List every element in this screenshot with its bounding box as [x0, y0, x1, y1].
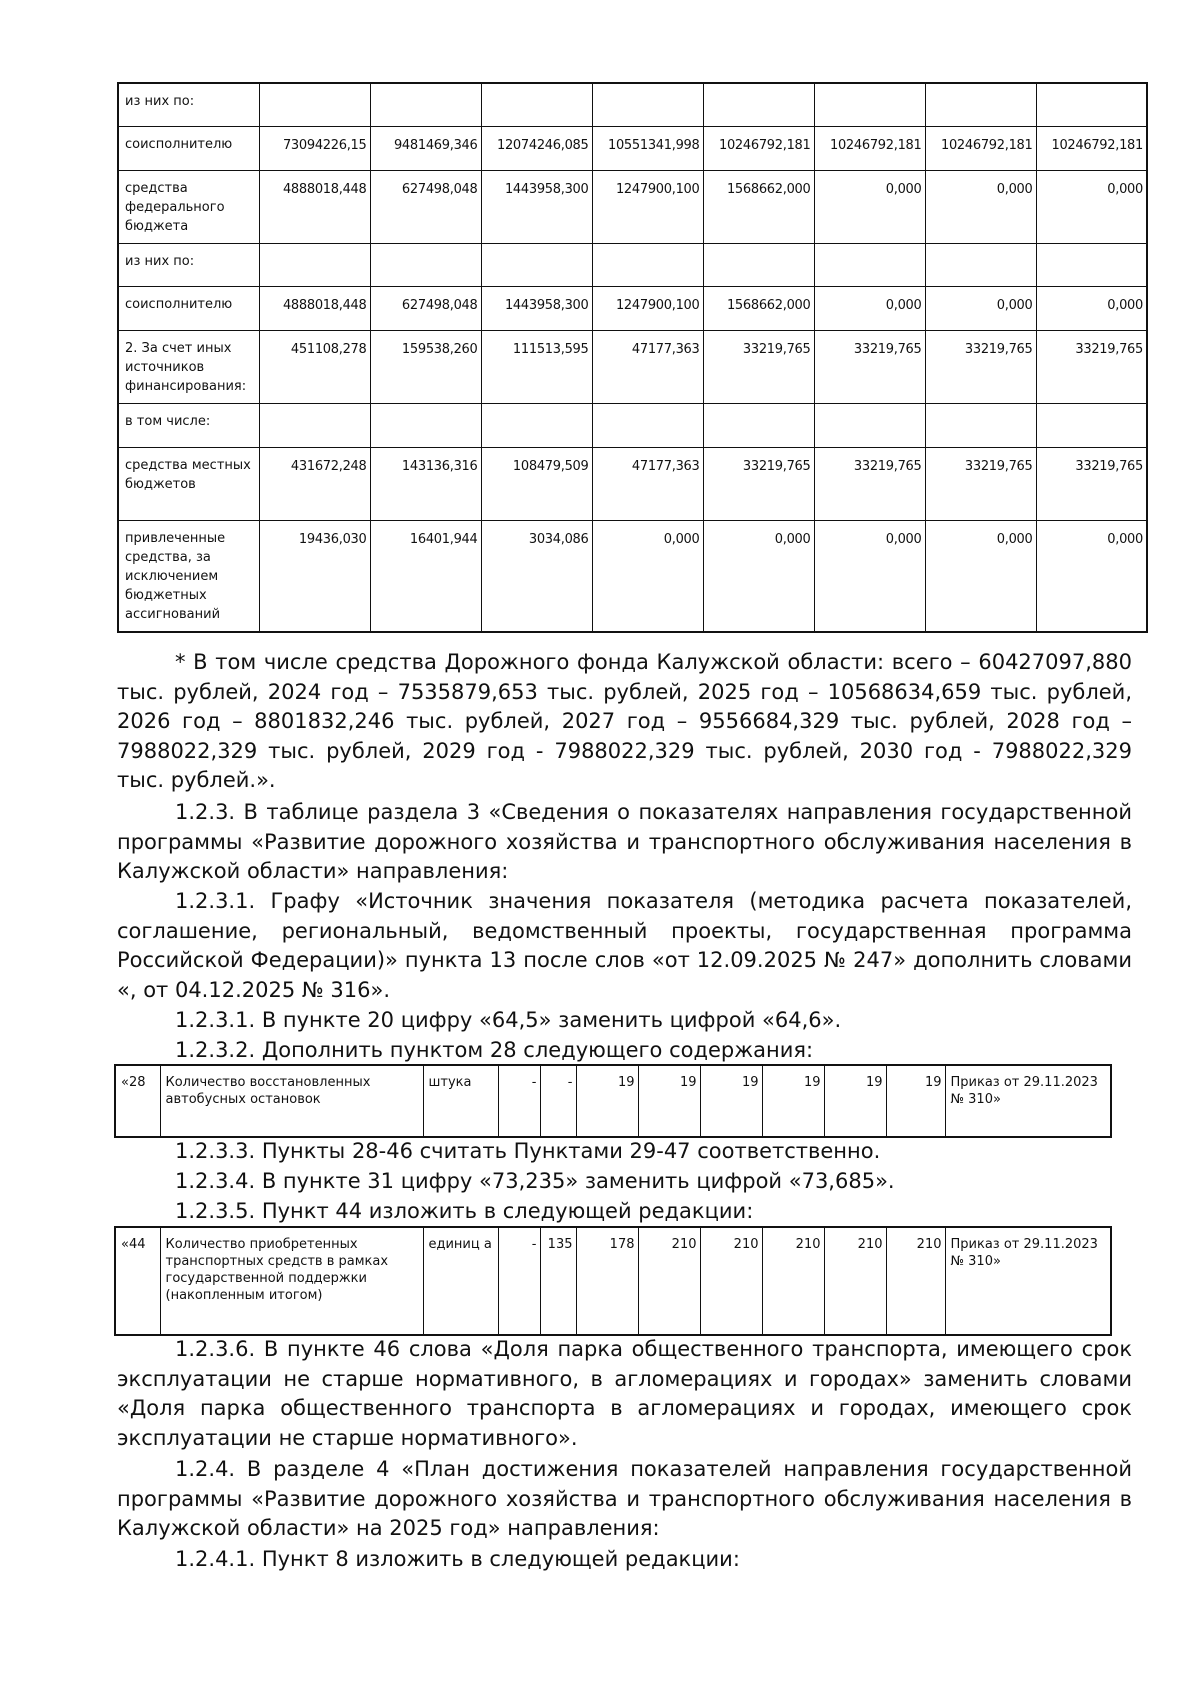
- paragraph-1-2-3-1b: 1.2.3.1. В пункте 20 цифру «64,5» заменить цифрой «64,6».: [175, 1008, 842, 1032]
- paragraph-1-2-3-3: 1.2.3.3. Пункты 28-46 считать Пунктами 29-47 соответственно.: [175, 1139, 881, 1163]
- unit-cell: единиц а: [423, 1227, 498, 1335]
- table-cell: [925, 243, 1036, 286]
- table-cell: [703, 83, 814, 126]
- paragraph-1-2-3-4: 1.2.3.4. В пункте 31 цифру «73,235» заменить цифрой «73,685».: [175, 1169, 895, 1193]
- table-cell: 0,000: [814, 286, 925, 330]
- table-cell: [592, 83, 703, 126]
- table-cell: [592, 403, 703, 447]
- table-cell: 33219,765: [703, 330, 814, 403]
- table-cell: 0,000: [925, 286, 1036, 330]
- unit-cell: штука: [423, 1065, 498, 1137]
- value-cell: 19: [576, 1065, 638, 1137]
- table-cell: 10246792,181: [1036, 126, 1147, 170]
- table-cell: 33219,765: [1036, 330, 1147, 403]
- table-cell: [703, 403, 814, 447]
- table-cell: [259, 403, 370, 447]
- value-cell: 210: [700, 1227, 762, 1335]
- table-cell: 19436,030: [259, 520, 370, 632]
- paragraph-1-2-3: 1.2.3. В таблице раздела 3 «Сведения о показателях направления государственной программы «Развитие дорожного хозяйства и транспортного обслуживания населения в Калужской области» направления:: [117, 800, 1132, 883]
- row-label: привлеченные средства, за исключением бюджетных ассигнований: [118, 520, 259, 632]
- table-cell: [1036, 243, 1147, 286]
- table-cell: 1568662,000: [703, 170, 814, 243]
- table-cell: [925, 83, 1036, 126]
- table-cell: 4888018,448: [259, 286, 370, 330]
- indicator-row-44-table: [114, 1226, 1112, 1336]
- table-cell: 0,000: [925, 170, 1036, 243]
- table-cell: [1036, 403, 1147, 447]
- table-cell: 16401,944: [370, 520, 481, 632]
- row-label: соисполнителю: [118, 286, 259, 330]
- paragraph-1-2-3-5: 1.2.3.5. Пункт 44 изложить в следующей редакции:: [175, 1199, 754, 1223]
- value-cell: 19: [638, 1065, 700, 1137]
- table-cell: 10246792,181: [814, 126, 925, 170]
- table-cell: 47177,363: [592, 447, 703, 520]
- row-label: средства федерального бюджета: [118, 170, 259, 243]
- table-cell: 33219,765: [814, 330, 925, 403]
- value-cell: -: [498, 1227, 540, 1335]
- table-cell: 0,000: [1036, 520, 1147, 632]
- table-row: [118, 83, 1147, 126]
- row-label: в том числе:: [118, 403, 259, 447]
- table-cell: 108479,509: [481, 447, 592, 520]
- table-row: [118, 170, 1147, 243]
- table-row: [118, 447, 1147, 520]
- table-cell: [259, 243, 370, 286]
- table-cell: 1443958,300: [481, 286, 592, 330]
- value-cell: 19: [824, 1065, 886, 1137]
- source-cell: Приказ от 29.11.2023 № 310»: [945, 1065, 1111, 1137]
- table-cell: 9481469,346: [370, 126, 481, 170]
- paragraph-1-2-3-2: 1.2.3.2. Дополнить пунктом 28 следующего содержания:: [175, 1038, 814, 1062]
- row-label: средства местных бюджетов: [118, 447, 259, 520]
- table-row: [118, 330, 1147, 403]
- paragraph-1-2-4: 1.2.4. В разделе 4 «План достижения показателей направления государственной программы «Развитие дорожного хозяйства и транспортного обслуживания населения в Калужской области» на 2025 год» направления:: [117, 1457, 1132, 1540]
- table-cell: 1443958,300: [481, 170, 592, 243]
- table-cell: 73094226,15: [259, 126, 370, 170]
- table-cell: 33219,765: [814, 447, 925, 520]
- table-cell: 4888018,448: [259, 170, 370, 243]
- row-label: из них по:: [118, 83, 259, 126]
- table-row: [118, 403, 1147, 447]
- row-label: соисполнителю: [118, 126, 259, 170]
- table-cell: 159538,260: [370, 330, 481, 403]
- table-row: [115, 1065, 1111, 1137]
- value-cell: 178: [576, 1227, 638, 1335]
- table-cell: [1036, 83, 1147, 126]
- table-cell: [370, 83, 481, 126]
- table-cell: 627498,048: [370, 170, 481, 243]
- indicator-name: Количество приобретенных транспортных средств в рамках государственной поддержки (накопленным итогом): [160, 1227, 423, 1335]
- table-cell: 3034,086: [481, 520, 592, 632]
- value-cell: 210: [886, 1227, 945, 1335]
- table-cell: 1247900,100: [592, 286, 703, 330]
- table-cell: [814, 83, 925, 126]
- paragraph-1-2-3-1a: 1.2.3.1. Графу «Источник значения показателя (методика расчета показателей, соглашение, региональный, ведомственный проекты, государственная программа Российской Федерации)» пункта 13 после слов «от 12.09.2025 № 247» дополнить словами «, от 04.12.2025 № 316».: [117, 889, 1132, 1002]
- table-cell: 12074246,085: [481, 126, 592, 170]
- table-cell: 1568662,000: [703, 286, 814, 330]
- value-cell: 210: [824, 1227, 886, 1335]
- table-cell: 1247900,100: [592, 170, 703, 243]
- indicator-name: Количество восстановленных автобусных остановок: [160, 1065, 423, 1137]
- table-cell: 143136,316: [370, 447, 481, 520]
- table-cell: [703, 243, 814, 286]
- value-cell: 210: [762, 1227, 824, 1335]
- value-cell: -: [498, 1065, 540, 1137]
- table-cell: 627498,048: [370, 286, 481, 330]
- table-cell: 10246792,181: [703, 126, 814, 170]
- table-cell: [814, 403, 925, 447]
- value-cell: 210: [638, 1227, 700, 1335]
- indicator-row-28-table: [114, 1064, 1112, 1138]
- table-cell: 33219,765: [703, 447, 814, 520]
- table-cell: 33219,765: [925, 447, 1036, 520]
- table-cell: [259, 83, 370, 126]
- paragraph-1-2-3-6: 1.2.3.6. В пункте 46 слова «Доля парка общественного транспорта, имеющего срок эксплуатации не старше нормативного, в агломерациях и городах» заменить словами «Доля парка общественного транспорта в агломерациях и городах, имеющего срок эксплуатации не старше нормативного».: [117, 1337, 1132, 1450]
- table-cell: 10551341,998: [592, 126, 703, 170]
- table-cell: 10246792,181: [925, 126, 1036, 170]
- table-row: [118, 286, 1147, 330]
- table-cell: 0,000: [814, 520, 925, 632]
- value-cell: -: [540, 1065, 576, 1137]
- row-number: «28: [115, 1065, 160, 1137]
- table-row: [118, 520, 1147, 632]
- value-cell: 19: [886, 1065, 945, 1137]
- table-cell: 451108,278: [259, 330, 370, 403]
- value-cell: 19: [762, 1065, 824, 1137]
- table-cell: 111513,595: [481, 330, 592, 403]
- table-cell: 0,000: [703, 520, 814, 632]
- value-cell: 135: [540, 1227, 576, 1335]
- paragraph-1-2-4-1: 1.2.4.1. Пункт 8 изложить в следующей редакции:: [175, 1547, 740, 1571]
- financing-table: [117, 82, 1148, 633]
- table-cell: [370, 403, 481, 447]
- table-cell: [592, 243, 703, 286]
- table-cell: 0,000: [592, 520, 703, 632]
- table-row: [118, 243, 1147, 286]
- footnote: * В том числе средства Дорожного фонда Калужской области: всего – 60427097,880 тыс. рублей, 2024 год – 7535879,653 тыс. рублей, 2025 год – 10568634,659 тыс. рублей, 2026 год – 8801832,246 тыс. рублей, 2027 год – 9556684,329 тыс. рублей, 2028 год – 7988022,329 тыс. рублей, 2029 год - 7988022,329 тыс. рублей, 2030 год - 7988022,329 тыс. рублей.».: [117, 650, 1132, 792]
- source-cell: Приказ от 29.11.2023 № 310»: [945, 1227, 1111, 1335]
- table-cell: 0,000: [925, 520, 1036, 632]
- table-cell: [925, 403, 1036, 447]
- table-cell: [481, 243, 592, 286]
- table-cell: [370, 243, 481, 286]
- table-cell: [481, 83, 592, 126]
- table-cell: [481, 403, 592, 447]
- table-cell: [814, 243, 925, 286]
- value-cell: 19: [700, 1065, 762, 1137]
- table-row: [115, 1227, 1111, 1335]
- row-label: из них по:: [118, 243, 259, 286]
- table-cell: 0,000: [814, 170, 925, 243]
- table-cell: 33219,765: [1036, 447, 1147, 520]
- table-cell: 47177,363: [592, 330, 703, 403]
- row-label: 2. За счет иных источников финансирования:: [118, 330, 259, 403]
- table-row: [118, 126, 1147, 170]
- table-cell: 431672,248: [259, 447, 370, 520]
- row-number: «44: [115, 1227, 160, 1335]
- table-cell: 0,000: [1036, 170, 1147, 243]
- table-cell: 33219,765: [925, 330, 1036, 403]
- table-cell: 0,000: [1036, 286, 1147, 330]
